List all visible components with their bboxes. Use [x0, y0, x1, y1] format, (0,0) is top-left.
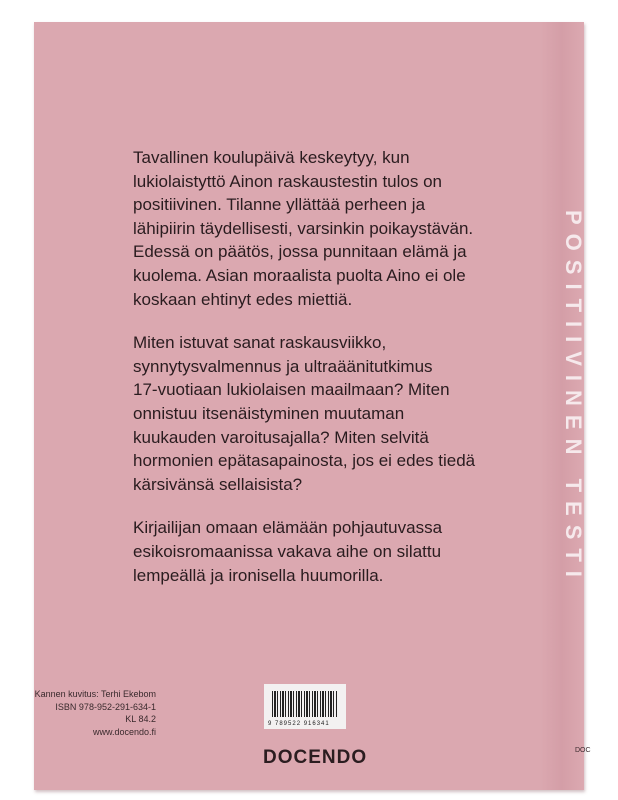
blurb-paragraph-2: Miten istuvat sanat raskausviikko, synnytysvalmennus ja ultraäänitutkimus 17-vuotiaan lukiolaisen maailmaan? Miten onnistuu itsenäistyminen muutaman kuukauden varoitusajalla? Miten selvitä hormonien epätasapainosta, jos ei edes tiedä kärsivänsä sellaisista? — [133, 333, 476, 494]
isbn: ISBN 978-952-291-634-1 — [55, 701, 156, 712]
kl-classification: KL 84.2 — [125, 714, 156, 724]
barcode — [264, 684, 346, 729]
spine-publisher-logo: DOC — [575, 747, 591, 754]
publisher-website: www.docendo.fi — [92, 726, 156, 737]
blurb-paragraph-3: Kirjailijan omaan elämään pohjautuvassa esikoisromaanissa vakava aihe on silattu lempeällä ja ironisella huumorilla. — [133, 518, 443, 585]
barcode-number: 9 789522 916341 — [268, 721, 330, 727]
blurb-paragraph-1: Tavallinen koulupäivä keskeytyy, kun lukiolaistyttö Ainon raskaustestin tulos on positiivinen. Tilanne yllättää perheen ja lähipiirin täydellisesti, varsinkin poikaystävän. Edessä on päätös, jossa punnitaan elämä ja kuolema. Asian moraalista puolta Aino ei ole koskaan ehtinyt edes miettiä. — [133, 148, 474, 309]
barcode-bars — [272, 691, 338, 717]
illustration-credit: Kannen kuvitus: Terhi Ekebom — [34, 689, 156, 699]
publisher-logo: DOCENDO — [263, 747, 368, 768]
credits — [35, 688, 156, 738]
spine-title: POSITIIVINEN TESTI — [561, 210, 586, 586]
blurb-text — [133, 146, 553, 607]
